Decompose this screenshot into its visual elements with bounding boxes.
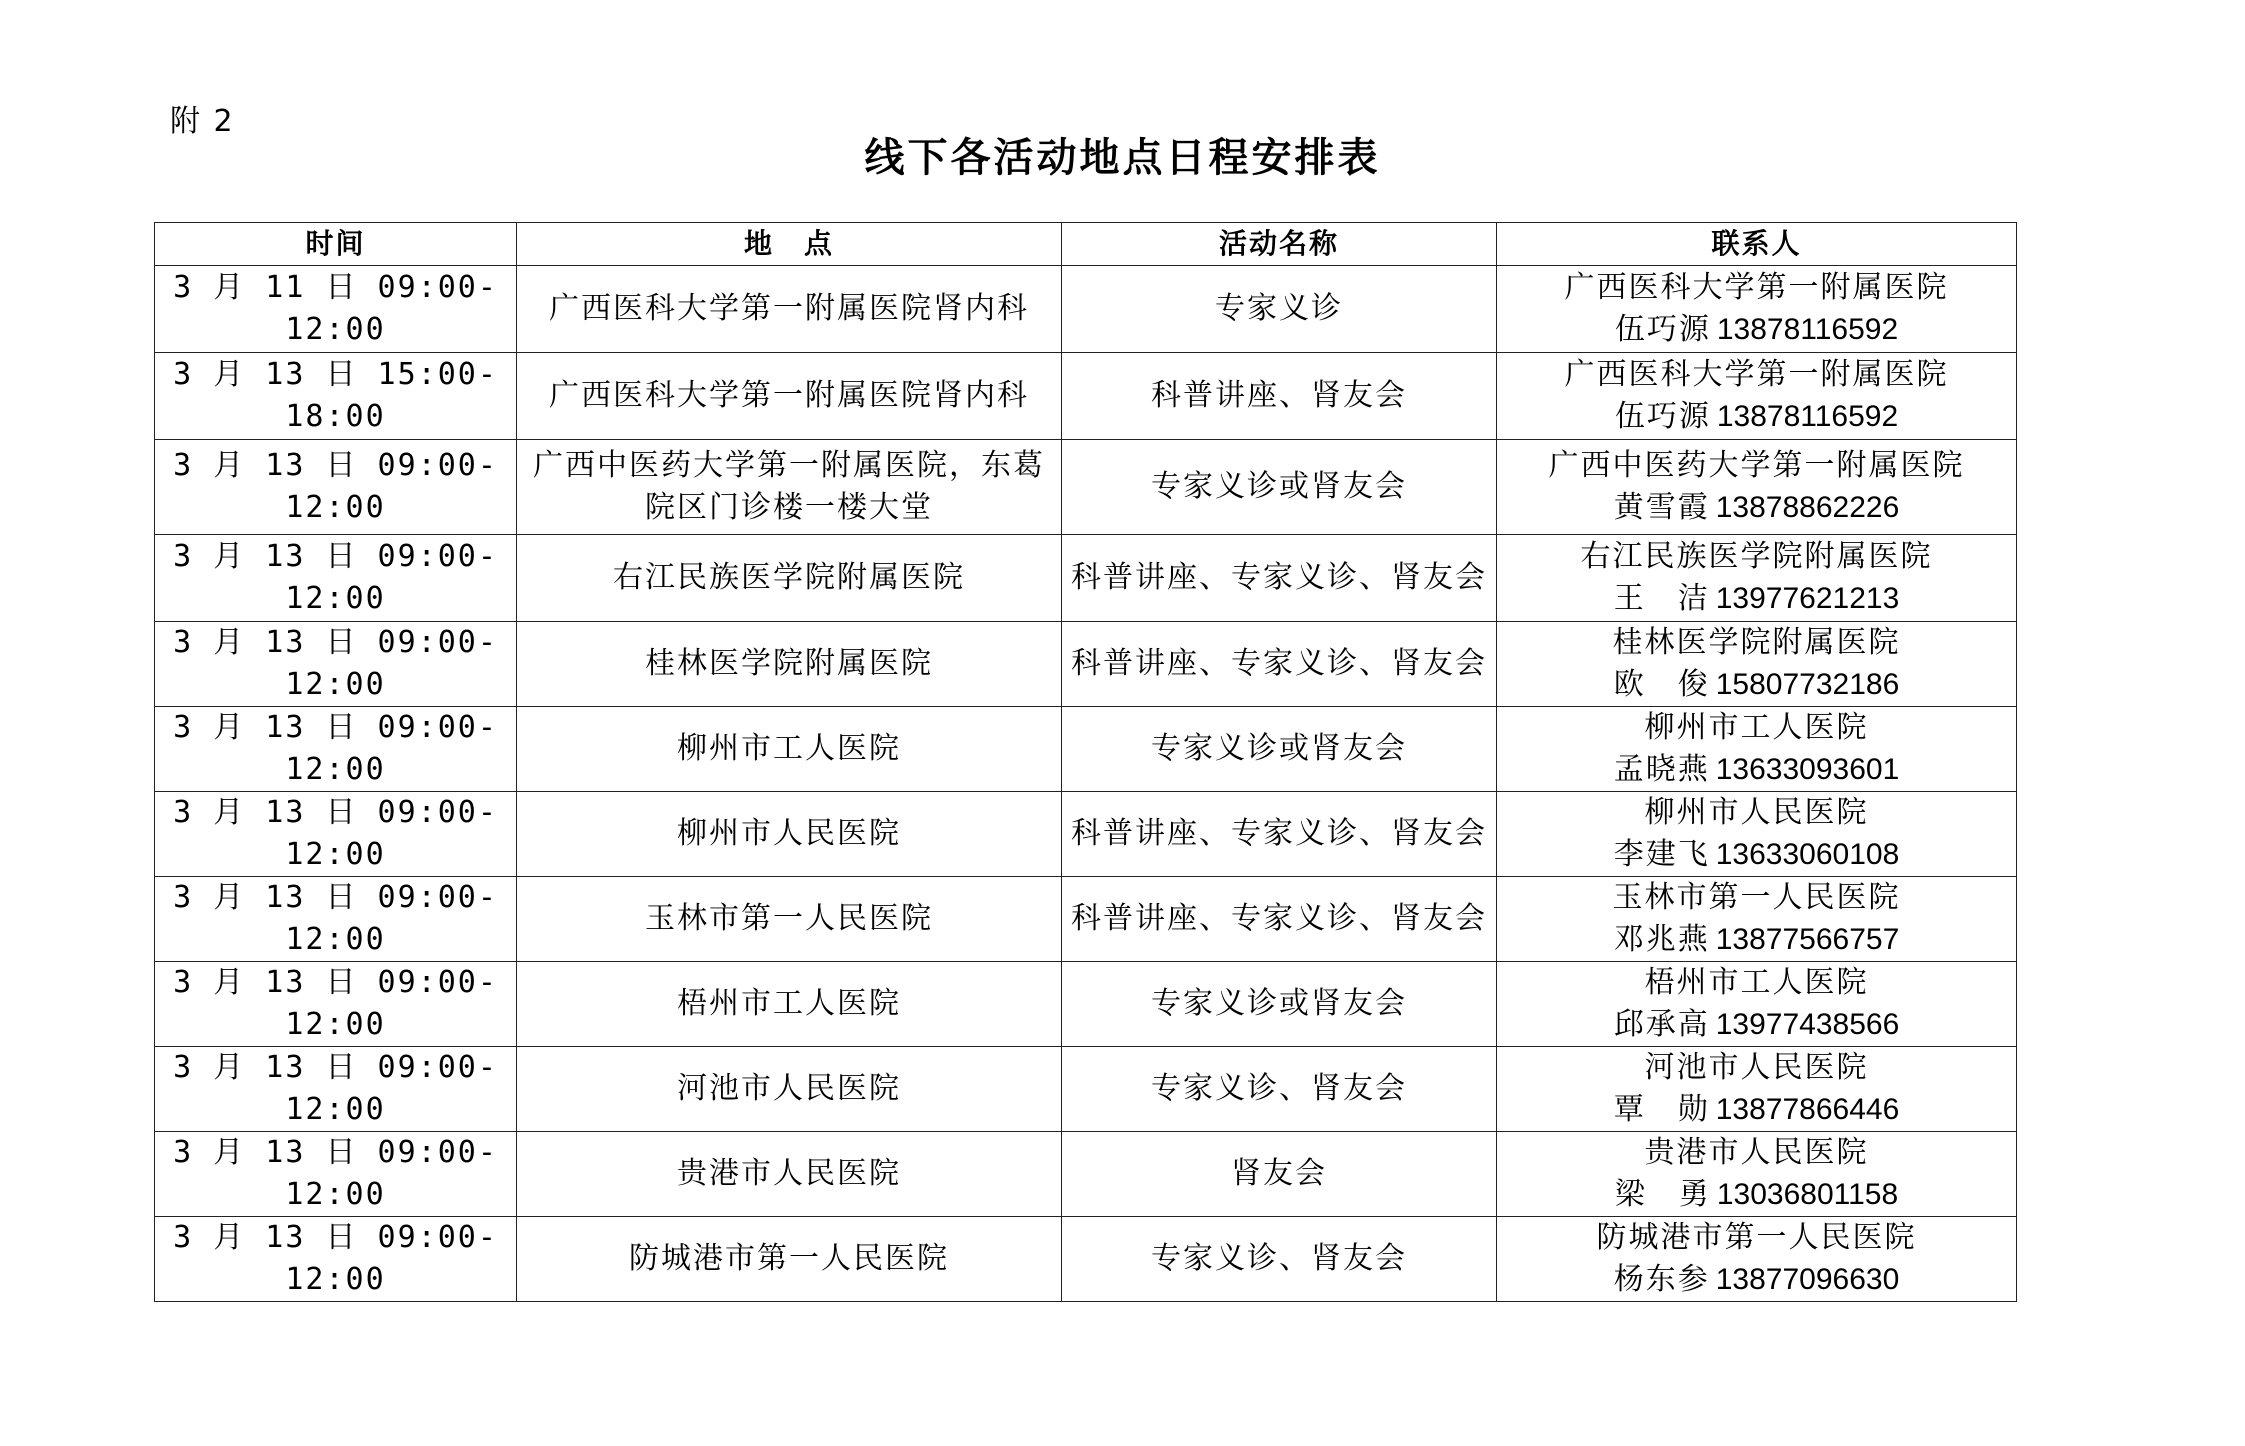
table-row [155,1217,2017,1302]
contact-phone: 13977621213 [1715,582,1900,615]
contact-person [1503,396,2010,438]
cell-time: 3 月 13 日 09:00-12:00 [155,707,517,792]
cell-activity: 专家义诊、肾友会 [1062,1217,1497,1302]
contact-name: 邓兆燕 [1613,922,1710,957]
cell-place: 柳州市人民医院 [517,792,1062,877]
contact-organization: 右江民族医学院附属医院 [1580,539,1933,574]
table-row [155,440,2017,535]
contact-phone: 13878116592 [1716,313,1899,346]
table-row [155,353,2017,440]
cell-contact [1497,440,2017,535]
cell-time: 3 月 13 日 09:00-12:00 [155,535,517,622]
contact-phone: 13877096630 [1715,1263,1900,1296]
cell-place: 梧州市工人医院 [517,962,1062,1047]
cell-contact [1497,877,2017,962]
contact-organization: 防城港市第一人民医院 [1596,1220,1917,1255]
cell-place: 柳州市工人医院 [517,707,1062,792]
contact-person [1503,749,2010,791]
contact-person [1503,664,2010,706]
contact-name: 孟晓燕 [1613,752,1710,787]
cell-activity: 专家义诊或肾友会 [1062,962,1497,1047]
contact-phone: 13877566757 [1715,923,1900,956]
contact-person [1503,919,2010,961]
cell-time: 3 月 13 日 09:00-12:00 [155,792,517,877]
contact-name: 李建飞 [1613,837,1710,872]
contact-name: 邱承高 [1613,1007,1710,1042]
cell-contact [1497,1132,2017,1217]
cell-place: 广西中医药大学第一附属医院，东葛院区门诊楼一楼大堂 [517,440,1062,535]
cell-activity: 科普讲座、肾友会 [1062,353,1497,440]
cell-contact [1497,962,2017,1047]
contact-name: 欧 俊 [1613,667,1710,702]
cell-activity: 科普讲座、专家义诊、肾友会 [1062,877,1497,962]
table-row [155,877,2017,962]
header-time: 时间 [155,223,517,266]
cell-activity: 专家义诊 [1062,266,1497,353]
contact-person [1503,578,2010,620]
cell-place: 贵港市人民医院 [517,1132,1062,1217]
cell-place: 防城港市第一人民医院 [517,1217,1062,1302]
contact-phone: 13877866446 [1715,1093,1900,1126]
contact-person [1503,834,2010,876]
header-activity: 活动名称 [1062,223,1497,266]
contact-person [1503,1174,2010,1216]
contact-name: 黄雪霞 [1613,490,1710,525]
cell-place: 桂林医学院附属医院 [517,622,1062,707]
cell-time: 3 月 11 日 09:00-12:00 [155,266,517,353]
contact-phone: 15807732186 [1715,668,1900,701]
table-row [155,792,2017,877]
contact-phone: 13036801158 [1716,1178,1899,1211]
contact-phone: 13878116592 [1716,400,1899,433]
contact-organization: 桂林医学院附属医院 [1612,625,1901,660]
contact-phone: 13878862226 [1715,491,1900,524]
cell-activity: 专家义诊或肾友会 [1062,707,1497,792]
contact-name: 杨东参 [1613,1262,1710,1297]
cell-time: 3 月 13 日 15:00-18:00 [155,353,517,440]
cell-contact [1497,266,2017,353]
cell-time: 3 月 13 日 09:00-12:00 [155,1217,517,1302]
cell-activity: 专家义诊或肾友会 [1062,440,1497,535]
cell-contact [1497,1217,2017,1302]
table-row [155,535,2017,622]
table-header-row [155,223,2017,266]
cell-time: 3 月 13 日 09:00-12:00 [155,962,517,1047]
schedule-body [155,266,2017,1302]
cell-place: 广西医科大学第一附属医院肾内科 [517,353,1062,440]
contact-phone: 13633060108 [1715,838,1900,871]
contact-organization: 广西医科大学第一附属医院 [1564,270,1949,305]
contact-name: 覃 勋 [1613,1092,1710,1127]
header-contact: 联系人 [1497,223,2017,266]
cell-activity: 科普讲座、专家义诊、肾友会 [1062,535,1497,622]
contact-organization: 河池市人民医院 [1644,1050,1869,1085]
contact-person [1503,1089,2010,1131]
contact-phone: 13633093601 [1715,753,1900,786]
contact-organization: 广西中医药大学第一附属医院 [1548,448,1965,483]
attachment-label: 附 2 [170,104,235,139]
table-row [155,266,2017,353]
page-title: 线下各活动地点日程安排表 [864,134,1381,181]
contact-person [1503,309,2010,351]
table-row [155,1047,2017,1132]
table-row [155,962,2017,1047]
cell-contact [1497,792,2017,877]
cell-place: 右江民族医学院附属医院 [517,535,1062,622]
cell-time: 3 月 13 日 09:00-12:00 [155,622,517,707]
cell-activity: 科普讲座、专家义诊、肾友会 [1062,792,1497,877]
cell-place: 河池市人民医院 [517,1047,1062,1132]
cell-activity: 科普讲座、专家义诊、肾友会 [1062,622,1497,707]
contact-name: 伍巧源 [1614,312,1711,347]
cell-contact [1497,535,2017,622]
contact-person [1503,1004,2010,1046]
table-row [155,707,2017,792]
contact-name: 王 洁 [1613,581,1710,616]
cell-contact [1497,707,2017,792]
contact-organization: 贵港市人民医院 [1644,1135,1869,1170]
contact-person [1503,1259,2010,1301]
table-row [155,1132,2017,1217]
contact-phone: 13977438566 [1715,1008,1900,1041]
cell-time: 3 月 13 日 09:00-12:00 [155,1132,517,1217]
cell-activity: 专家义诊、肾友会 [1062,1047,1497,1132]
cell-place: 玉林市第一人民医院 [517,877,1062,962]
contact-organization: 广西医科大学第一附属医院 [1564,357,1949,392]
contact-name: 伍巧源 [1614,399,1711,434]
cell-time: 3 月 13 日 09:00-12:00 [155,1047,517,1132]
cell-activity: 肾友会 [1062,1132,1497,1217]
cell-time: 3 月 13 日 09:00-12:00 [155,440,517,535]
cell-place: 广西医科大学第一附属医院肾内科 [517,266,1062,353]
contact-person [1503,487,2010,529]
cell-time: 3 月 13 日 09:00-12:00 [155,877,517,962]
contact-organization: 玉林市第一人民医院 [1612,880,1901,915]
header-place: 地 点 [517,223,1062,266]
cell-contact [1497,1047,2017,1132]
contact-name: 梁 勇 [1614,1177,1711,1212]
cell-contact [1497,622,2017,707]
cell-contact [1497,353,2017,440]
contact-organization: 柳州市工人医院 [1644,710,1869,745]
contact-organization: 柳州市人民医院 [1644,795,1869,830]
schedule-table [154,222,2017,1302]
table-row [155,622,2017,707]
contact-organization: 梧州市工人医院 [1644,965,1869,1000]
